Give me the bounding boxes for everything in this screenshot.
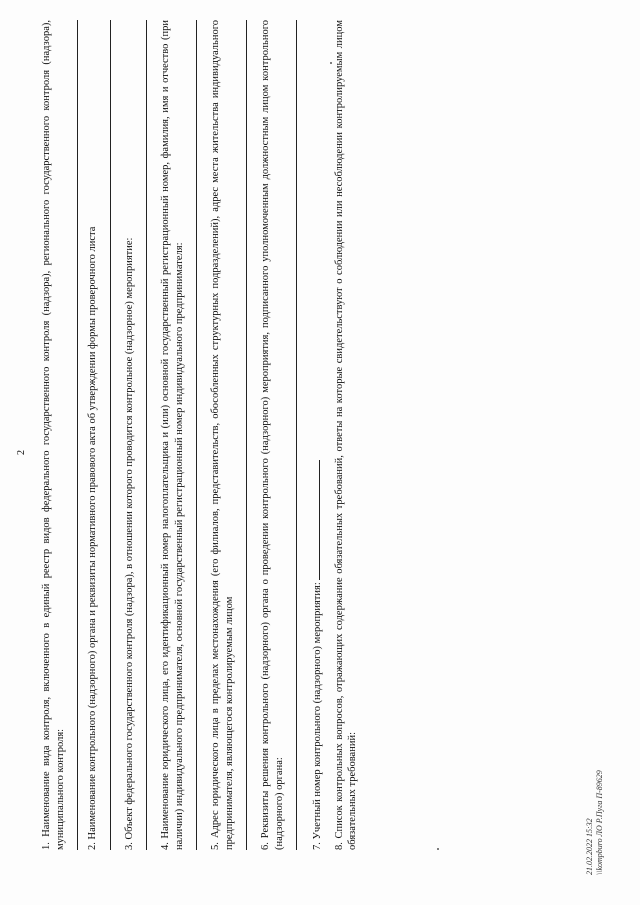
scan-speck	[330, 62, 332, 64]
page-number: 2	[16, 450, 27, 455]
fill-line-5	[236, 20, 247, 850]
item-5: 5. Адрес юридического лица в пределах местонахождения (его филиалов, представительств, обособленных структурных подразделений), адрес места жительства индивидуального предпринимателя, являющегося контролируемым лицом	[210, 20, 235, 850]
fill-line-1	[67, 20, 78, 850]
item-6: 6. Реквизиты решения контрольного (надзорного) органа о проведении контрольного (надзорного) мероприятия, подписанного уполномоченным должностным лицом контрольного (надзорного) органа:	[260, 20, 285, 850]
item-2: 2. Наименование контрольного (надзорного) органа и реквизиты нормативного правового акта об утверждении формы проверочного листа	[87, 226, 98, 850]
item-7-text: 7. Учетный номер контрольного (надзорного) мероприятия:	[312, 582, 323, 850]
scan-stamp	[585, 770, 605, 875]
scan-speck	[437, 848, 439, 850]
item-1: 1. Наименование вида контроля, включенного в единый реестр видов федерального государственного контроля (надзора), регионального государственного контроля (надзора), муниципального контроля:	[41, 20, 66, 850]
stamp-date: 21.02.2022 15:32	[585, 818, 594, 875]
form-items	[40, 20, 360, 850]
fill-line-2	[100, 20, 111, 850]
fill-line-7	[309, 460, 320, 580]
fill-line-6	[286, 20, 297, 850]
item-3: 3. Объект федерального государственного контроля (надзора), в отношении которого проводится контрольное (надзорное) мероприятие:	[123, 237, 135, 850]
stamp-signature: \\kompburo ЛО Р.Пуга П-89629	[595, 770, 604, 875]
fill-line-3	[136, 20, 147, 850]
item-8: 8. Список контрольных вопросов, отражающих содержание обязательных требований, ответы на которые свидетельствуют о соблюдении или несоблюдении контролируемым лицом обязательных требований:	[333, 20, 358, 850]
item-7	[309, 20, 325, 850]
fill-line-4	[186, 20, 197, 850]
item-4: 4. Наименование юридического лица, его идентификационный номер налогоплательщика и (или) основной государственный регистрационный номер, фамилия, имя и отчество (при наличии) индивидуального предпринимателя, основной государственный регистрационный номер индивидуального предпринимателя:	[160, 20, 185, 850]
